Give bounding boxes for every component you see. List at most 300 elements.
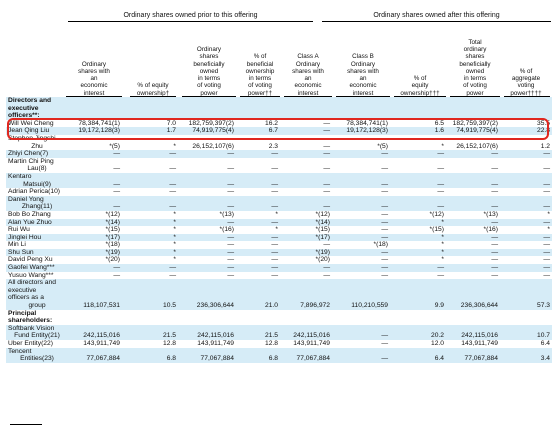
- header-line: ownership†††: [400, 89, 440, 97]
- table-row: [6, 173, 552, 188]
- table-cell: 78,384,741(1): [346, 119, 388, 127]
- header-line: % of: [519, 67, 533, 75]
- header-line: interest: [83, 89, 105, 97]
- row-label-line: Min Li: [8, 241, 26, 249]
- table-cell: —: [178, 264, 236, 272]
- table-cell: [236, 97, 280, 120]
- table-cell: —: [236, 173, 280, 188]
- table-cell: —: [66, 173, 122, 188]
- table-cell: 7,896,972: [280, 279, 332, 309]
- table-cell: —: [332, 219, 390, 227]
- table-cell: 6.8: [122, 348, 178, 363]
- row-label-line: Principal: [8, 309, 37, 317]
- table-cell: *(13): [483, 210, 498, 218]
- header-line: beneficially: [193, 60, 225, 68]
- row-label-line: Lau(8): [27, 165, 47, 173]
- table-cell: —: [280, 264, 332, 272]
- table-cell: —: [227, 241, 234, 249]
- table-cell: —: [178, 219, 236, 227]
- table-cell: 242,115,016: [66, 325, 122, 340]
- header-line: ownership†: [136, 89, 170, 97]
- header-line: Total: [468, 38, 482, 46]
- table-row: [6, 188, 552, 196]
- table-cell: *: [173, 241, 176, 249]
- table-cell: —: [332, 173, 390, 188]
- row-label-line: officers as a: [8, 294, 44, 302]
- table-cell: —: [323, 165, 330, 173]
- table-row: [6, 158, 552, 173]
- col-header-class-b: [334, 22, 392, 97]
- row-label-line: Matsui(9): [23, 180, 51, 188]
- table-cell: 26,152,107(6): [456, 142, 498, 150]
- row-label: [6, 173, 66, 188]
- col-header-economic-interest: [66, 22, 122, 97]
- table-cell: —: [500, 150, 552, 158]
- table-cell: 12.8: [162, 340, 176, 347]
- table-cell: —: [236, 264, 280, 272]
- table-row: [6, 226, 552, 234]
- table-cell: *: [122, 249, 178, 257]
- row-label: [6, 340, 66, 348]
- table-row: [6, 234, 552, 242]
- table-cell: 20.2: [390, 325, 446, 340]
- table-cell: *(18): [373, 241, 388, 249]
- table-cell: *(15): [315, 226, 330, 234]
- table-cell: 242,115,016: [178, 325, 236, 340]
- header-line: voting: [517, 82, 535, 90]
- header-line: shares with: [347, 67, 379, 75]
- table-cell: 1.6: [390, 127, 446, 135]
- table-cell: —: [332, 325, 390, 340]
- table-cell: 1.2: [540, 142, 550, 150]
- table-cell: —: [236, 249, 280, 257]
- table-cell: —: [437, 188, 444, 196]
- table-cell: —: [323, 271, 330, 279]
- table-row: [6, 241, 552, 249]
- row-label-line: Softbank Vision: [8, 324, 55, 332]
- table-cell: 182,759,397(2): [452, 119, 498, 127]
- table-cell: —: [66, 264, 122, 272]
- table-cell: 21.5: [122, 325, 178, 340]
- table-row: [6, 272, 552, 280]
- row-label-line: Jean Qing Liu: [8, 127, 50, 135]
- row-label-line: Bob Bo Zhang: [8, 210, 51, 218]
- col-header-total-voting: [448, 22, 502, 97]
- table-cell: [332, 310, 390, 325]
- table-cell: —: [381, 340, 388, 347]
- table-cell: —: [381, 210, 388, 218]
- table-row: [6, 97, 552, 120]
- table-cell: *(15): [105, 226, 120, 234]
- row-label: [6, 256, 66, 264]
- header-line: an: [359, 75, 367, 83]
- table-cell: 3.4: [500, 348, 552, 363]
- table-cell: —: [500, 219, 552, 227]
- col-header-beneficial-ownership: [238, 22, 282, 97]
- col-header-aggregate-voting: [502, 22, 550, 97]
- row-label-line: Fund Entity(21): [14, 332, 60, 340]
- table-cell: —: [390, 196, 446, 211]
- table-cell: *(14): [280, 219, 332, 227]
- row-label-line: Gaofei Wang***: [8, 264, 55, 272]
- row-label-line: Shu Sun: [8, 248, 34, 256]
- row-label-line: Martin Chi Ping: [8, 157, 54, 165]
- table-cell: *(12): [315, 210, 330, 218]
- table-cell: [122, 310, 178, 325]
- header-line: beneficial: [246, 60, 274, 68]
- table-cell: —: [280, 173, 332, 188]
- row-label-line: Yusuo Wang***: [8, 271, 54, 279]
- header-line: economic: [349, 82, 377, 90]
- table-cell: *(5): [109, 142, 120, 150]
- table-cell: [280, 310, 332, 325]
- table-cell: *: [122, 219, 178, 227]
- table-cell: 74,919,775(4): [178, 127, 236, 135]
- table-cell: *(19): [66, 249, 122, 257]
- table-cell: —: [543, 188, 550, 196]
- row-label: [6, 234, 66, 242]
- header-line: of voting: [197, 82, 221, 90]
- table-cell: 21.0: [236, 279, 280, 309]
- table-cell: —: [446, 249, 500, 257]
- header-line: shares with: [78, 67, 110, 75]
- row-label-line: group: [28, 302, 46, 310]
- table-cell: —: [271, 188, 278, 196]
- col-header-class-a: [282, 22, 334, 97]
- table-cell: —: [381, 226, 388, 234]
- header-line: power††: [247, 89, 273, 97]
- header-line: interest: [297, 89, 319, 97]
- table-cell: 78,384,741(1): [78, 119, 120, 127]
- row-label: [6, 158, 66, 173]
- group-header-after: Ordinary shares owned after this offering: [373, 12, 500, 19]
- table-cell: —: [543, 165, 550, 173]
- table-cell: —: [122, 150, 178, 158]
- table-cell: 22.8: [500, 127, 552, 135]
- table-cell: [66, 97, 122, 120]
- table-cell: [236, 310, 280, 325]
- row-label-line: Rui Wu: [8, 226, 30, 234]
- table-cell: *(18): [105, 241, 120, 249]
- table-cell: —: [280, 196, 332, 211]
- table-row: [6, 249, 552, 257]
- row-label: [6, 310, 66, 325]
- table-cell: 57.3: [500, 279, 552, 309]
- table-cell: 143,911,749: [197, 340, 234, 347]
- table-cell: *: [275, 226, 278, 234]
- table-cell: —: [227, 165, 234, 173]
- row-label: [6, 188, 66, 196]
- table-cell: *(17): [280, 234, 332, 242]
- table-cell: —: [446, 196, 500, 211]
- table-cell: —: [491, 165, 498, 173]
- table-cell: *: [390, 234, 446, 242]
- table-cell: 236,306,644: [446, 279, 500, 309]
- table-cell: —: [122, 196, 178, 211]
- header-line: Class B: [352, 53, 374, 61]
- header-line: shares with: [292, 67, 324, 75]
- table-cell: *: [547, 226, 550, 234]
- table-cell: *(15): [429, 226, 444, 234]
- row-label: [6, 272, 66, 280]
- row-label-line: David Peng Xu: [8, 256, 53, 264]
- table-cell: [390, 97, 446, 120]
- table-cell: —: [66, 196, 122, 211]
- table-cell: —: [271, 256, 278, 264]
- table-cell: *(17): [66, 234, 122, 242]
- table-cell: —: [227, 188, 234, 196]
- table-cell: *(19): [280, 249, 332, 257]
- table-cell: —: [323, 119, 330, 127]
- table-cell: —: [178, 150, 236, 158]
- table-cell: —: [271, 165, 278, 173]
- header-line: Ordinary: [81, 60, 107, 68]
- table-cell: —: [500, 173, 552, 188]
- header-line: an: [90, 75, 98, 83]
- table-cell: —: [271, 241, 278, 249]
- table-row: [6, 310, 552, 325]
- header-line: in terms: [463, 75, 487, 83]
- table-cell: *: [275, 210, 278, 218]
- header-line: aggregate: [511, 75, 541, 83]
- table-cell: —: [500, 249, 552, 257]
- header-line: power††††: [510, 89, 542, 97]
- table-cell: *: [390, 249, 446, 257]
- table-cell: [446, 97, 500, 120]
- table-cell: —: [437, 271, 444, 279]
- table-cell: *(20): [105, 256, 120, 264]
- row-label: [6, 211, 66, 219]
- table-cell: 10.7: [500, 325, 552, 340]
- row-label: [6, 241, 66, 249]
- header-line: an: [304, 75, 312, 83]
- table-cell: *: [173, 142, 176, 150]
- table-row: [6, 150, 552, 158]
- header-line: ordinary: [463, 45, 487, 53]
- row-label-line: Daniel Yong: [8, 195, 44, 203]
- row-label-line: executive: [8, 104, 39, 112]
- row-label: [6, 196, 66, 211]
- table-cell: 77,067,884: [446, 348, 500, 363]
- row-label-line: All directors and: [8, 279, 56, 287]
- header-line: % of: [253, 53, 267, 61]
- row-label-line: Adrian Perica(10): [8, 188, 61, 196]
- row-label-line: Alan Yue Zhuo: [8, 218, 52, 226]
- row-label: [6, 348, 66, 363]
- table-row: [6, 211, 552, 219]
- table-cell: —: [332, 196, 390, 211]
- col-header-voting-power: [180, 22, 238, 97]
- table-cell: —: [122, 264, 178, 272]
- row-label-line: executive: [8, 286, 37, 294]
- table-cell: —: [323, 188, 330, 196]
- table-cell: 143,911,749: [293, 340, 330, 347]
- table-cell: —: [332, 150, 390, 158]
- table-cell: *(14): [66, 219, 122, 227]
- table-cell: [280, 97, 332, 120]
- table-cell: —: [236, 219, 280, 227]
- header-line: power: [466, 89, 484, 97]
- table-row: [6, 348, 552, 363]
- table-cell: 21.5: [236, 325, 280, 340]
- row-label-line: Zhang(11): [21, 203, 53, 211]
- row-label: [6, 219, 66, 227]
- table-cell: —: [113, 165, 120, 173]
- table-cell: —: [543, 256, 550, 264]
- table-cell: —: [332, 348, 390, 363]
- table-cell: —: [271, 271, 278, 279]
- table-cell: *: [122, 234, 178, 242]
- table-cell: —: [500, 264, 552, 272]
- table-cell: 12.8: [264, 340, 278, 347]
- header-line: beneficially: [459, 60, 491, 68]
- table-cell: *: [173, 256, 176, 264]
- col-header-equity-ownership: [128, 22, 178, 97]
- table-cell: *(20): [315, 256, 330, 264]
- table-cell: [178, 310, 236, 325]
- table-cell: 182,759,397(2): [188, 119, 234, 127]
- table-cell: —: [446, 219, 500, 227]
- table-cell: 6.5: [434, 119, 444, 127]
- header-line: interest: [352, 89, 374, 97]
- table-cell: —: [323, 241, 330, 249]
- table-cell: 77,067,884: [178, 348, 236, 363]
- table-cell: —: [390, 173, 446, 188]
- table-cell: 74,919,775(4): [446, 127, 500, 135]
- header-line: power: [200, 89, 218, 97]
- table-cell: 7.0: [166, 119, 176, 127]
- table-cell: 6.8: [236, 348, 280, 363]
- table-row: [6, 196, 552, 211]
- table-cell: *: [173, 226, 176, 234]
- table-cell: *: [547, 210, 550, 218]
- table-cell: *(12): [105, 210, 120, 218]
- row-label-line: Tencent: [8, 347, 32, 355]
- table-cell: —: [446, 234, 500, 242]
- group-header-prior: Ordinary shares owned prior to this offering: [123, 12, 258, 19]
- table-cell: —: [169, 271, 176, 279]
- footnote-rule: [10, 424, 42, 425]
- table-cell: 19,172,128(3): [66, 127, 122, 135]
- table-cell: —: [280, 127, 332, 135]
- table-cell: 6.7: [236, 127, 280, 135]
- table-cell: —: [543, 241, 550, 249]
- row-label-line: Jinglei Hou: [8, 233, 42, 241]
- table-cell: —: [236, 234, 280, 242]
- row-label-line: shareholders:: [8, 317, 53, 325]
- row-label-line: Zhu: [31, 142, 43, 150]
- table-cell: —: [323, 142, 330, 150]
- row-label: [6, 264, 66, 272]
- table-cell: —: [178, 173, 236, 188]
- row-label: [6, 279, 66, 309]
- table-cell: —: [227, 256, 234, 264]
- table-cell: 35.5: [536, 119, 550, 127]
- table-cell: —: [437, 165, 444, 173]
- table-cell: 2.3: [268, 142, 278, 150]
- header-line: Class A: [297, 53, 319, 61]
- table-cell: *(16): [219, 226, 234, 234]
- table-cell: 16.2: [264, 119, 278, 127]
- table-row: [6, 256, 552, 264]
- table-cell: [178, 97, 236, 120]
- table-cell: 9.9: [390, 279, 446, 309]
- table-cell: —: [500, 196, 552, 211]
- header-line: % of equity: [137, 82, 169, 90]
- table-cell: 6.4: [540, 340, 550, 347]
- table-cell: —: [113, 271, 120, 279]
- table-cell: —: [390, 150, 446, 158]
- highlight-box: [7, 118, 549, 140]
- table-row: [6, 219, 552, 227]
- row-label-line: Uber Entity(22): [8, 340, 53, 347]
- table-cell: 77,067,884: [280, 348, 332, 363]
- header-line: Ordinary: [350, 60, 376, 68]
- table-cell: [122, 97, 178, 120]
- table-cell: *: [441, 241, 444, 249]
- table-cell: *(12): [429, 210, 444, 218]
- table-cell: —: [381, 256, 388, 264]
- table-cell: —: [491, 241, 498, 249]
- table-cell: —: [113, 188, 120, 196]
- header-line: owned: [465, 67, 485, 75]
- row-label: [6, 150, 66, 158]
- table-cell: —: [491, 188, 498, 196]
- header-line: shares: [199, 53, 219, 61]
- header-line: economic: [294, 82, 322, 90]
- table-cell: —: [169, 165, 176, 173]
- table-cell: 26,152,107(6): [192, 142, 234, 150]
- header-line: Ordinary: [196, 45, 222, 53]
- table-cell: [500, 97, 552, 120]
- table-cell: —: [332, 234, 390, 242]
- header-line: in terms: [197, 75, 221, 83]
- table-cell: —: [381, 271, 388, 279]
- table-cell: —: [446, 264, 500, 272]
- table-cell: *: [173, 210, 176, 218]
- table-cell: 143,911,749: [461, 340, 498, 347]
- header-line: of voting: [248, 82, 272, 90]
- table-cell: —: [332, 264, 390, 272]
- row-label: [6, 249, 66, 257]
- table-cell: 118,107,531: [66, 279, 122, 309]
- row-label-line: Directors and: [8, 97, 52, 104]
- table-cell: —: [122, 173, 178, 188]
- table-cell: —: [446, 150, 500, 158]
- row-label-line: Zhiyi Chen(7): [8, 150, 49, 158]
- table-cell: —: [491, 256, 498, 264]
- table-cell: 6.4: [390, 348, 446, 363]
- row-label-line: Will Wei Cheng: [8, 119, 54, 127]
- table-row: [6, 325, 552, 340]
- table-cell: [446, 310, 500, 325]
- header-line: equity: [411, 82, 429, 90]
- table-cell: 143,911,749: [83, 340, 120, 347]
- table-cell: 242,115,016: [446, 325, 500, 340]
- table-cell: 10.5: [122, 279, 178, 309]
- row-label-line: Entities(23): [20, 355, 54, 363]
- table-row: [6, 279, 552, 309]
- table-cell: —: [178, 249, 236, 257]
- table-cell: —: [446, 173, 500, 188]
- table-cell: *: [441, 142, 444, 150]
- table-cell: —: [381, 188, 388, 196]
- table-cell: —: [491, 271, 498, 279]
- table-cell: *(5): [377, 142, 388, 150]
- table-cell: —: [178, 234, 236, 242]
- table-cell: —: [280, 150, 332, 158]
- table-row: [6, 340, 552, 348]
